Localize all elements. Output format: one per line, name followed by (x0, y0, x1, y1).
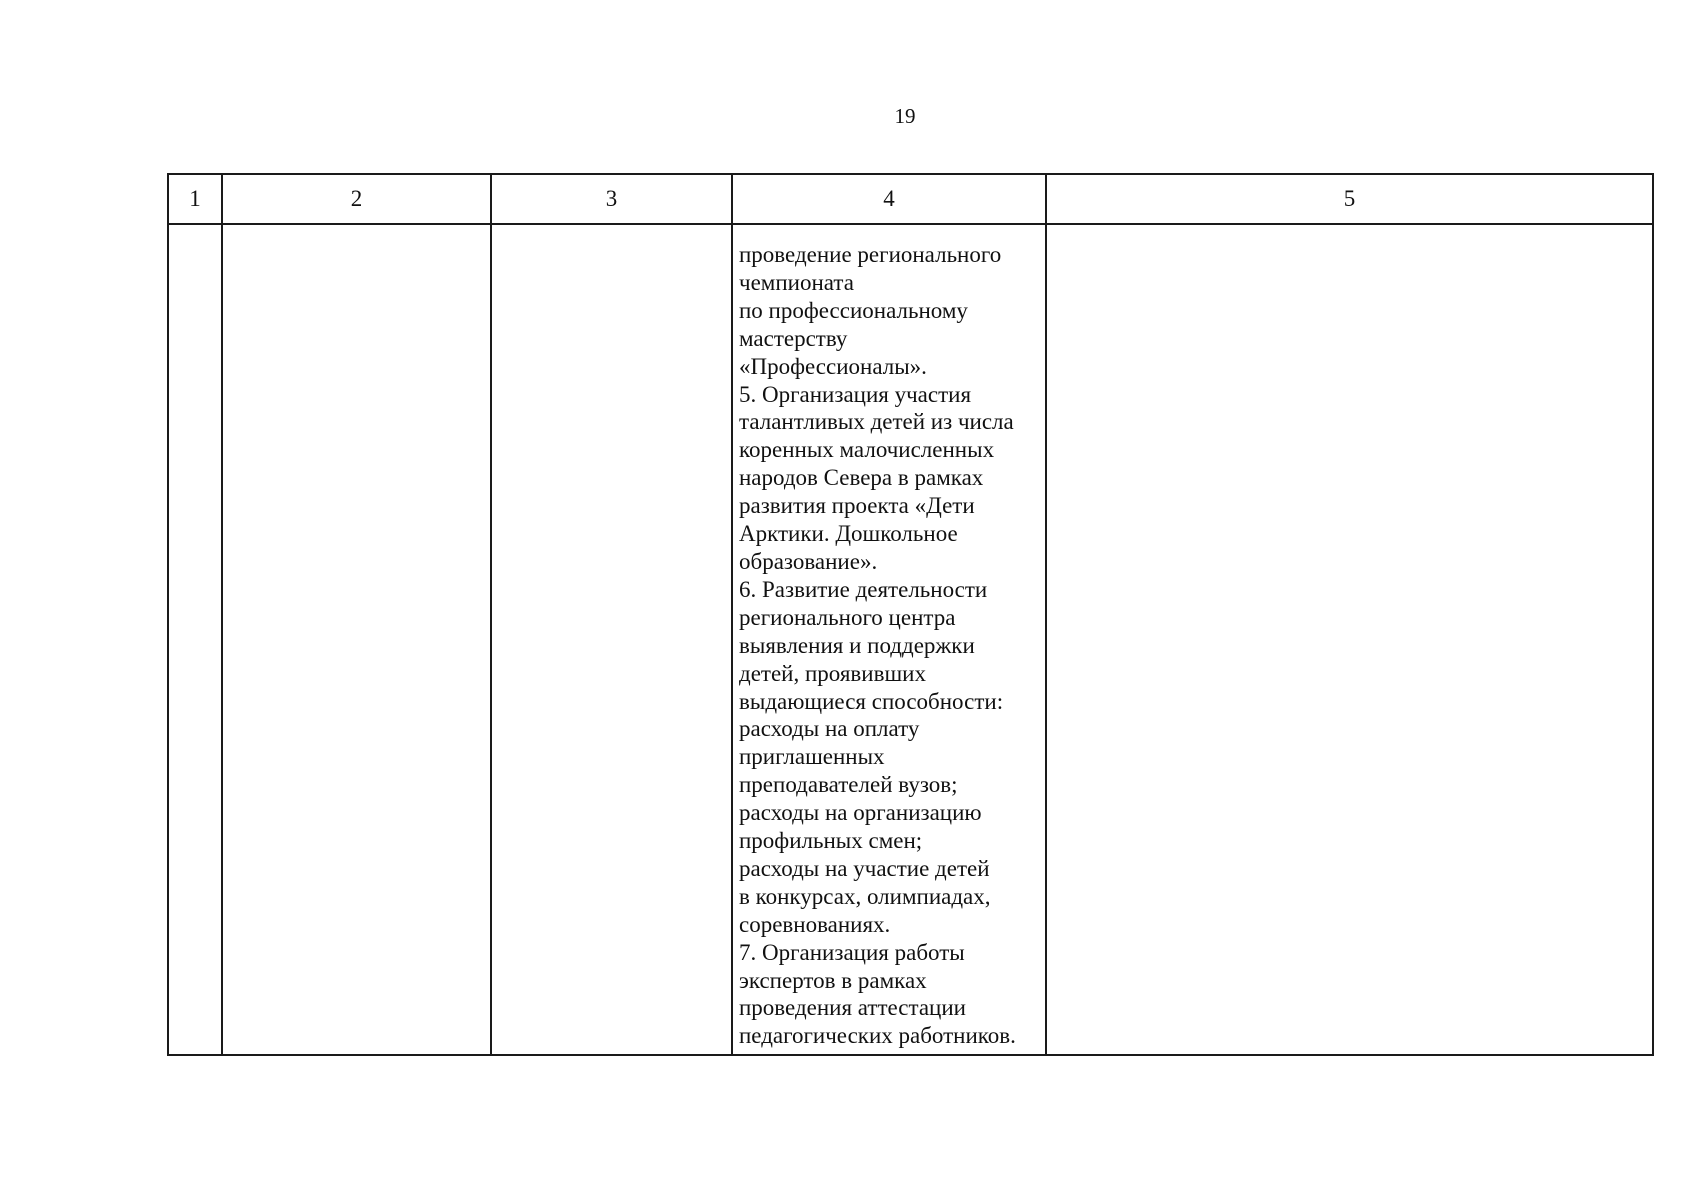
cell-line: профильных смен; (739, 828, 923, 854)
cell-col-5 (1046, 224, 1653, 1055)
cell-col-4-text (733, 225, 1045, 1050)
cell-line: развития проекта «Дети (739, 493, 975, 519)
cell-line: расходы на участие детей (739, 855, 990, 881)
cell-line: выявления и поддержки (739, 632, 975, 658)
cell-line: чемпионата (739, 269, 854, 295)
cell-line: образование». (739, 548, 878, 574)
cell-line: педагогических работников. (739, 1023, 1016, 1049)
cell-line: приглашенных (739, 744, 885, 770)
cell-line: 5. Организация участия (739, 381, 972, 407)
table-row (168, 224, 1653, 1055)
cell-line: проведения аттестации (739, 995, 966, 1021)
column-header-3: 3 (491, 174, 732, 224)
document-table (167, 173, 1654, 1056)
column-header-1: 1 (168, 174, 222, 224)
cell-col-3 (491, 224, 732, 1055)
cell-line: Арктики. Дошкольное (739, 521, 958, 547)
cell-line: в конкурсах, олимпиадах, (739, 883, 991, 909)
cell-line: 6. Развитие деятельности (739, 576, 988, 602)
table-header-row (168, 174, 1653, 224)
cell-col-4 (732, 224, 1046, 1055)
cell-line: «Профессионалы». (739, 353, 927, 379)
cell-line: регионального центра (739, 604, 956, 630)
cell-col-2 (222, 224, 491, 1055)
cell-line: мастерству (739, 325, 848, 351)
cell-line: талантливых детей из числа (739, 409, 1014, 435)
cell-line: народов Севера в рамках (739, 465, 984, 491)
page-number: 19 (894, 104, 916, 128)
cell-line: по профессиональному (739, 297, 968, 323)
cell-line: расходы на оплату (739, 716, 920, 742)
cell-line: выдающиеся способности: (739, 688, 1004, 714)
cell-col-1 (168, 224, 222, 1055)
cell-line: проведение регионального (739, 242, 1002, 267)
column-header-4: 4 (732, 174, 1046, 224)
cell-line: расходы на организацию (739, 800, 982, 826)
cell-line: экспертов в рамках (739, 967, 927, 993)
column-header-2: 2 (222, 174, 491, 224)
cell-line: коренных малочисленных (739, 437, 995, 463)
cell-line: детей, проявивших (739, 660, 926, 686)
cell-line: преподавателей вузов; (739, 772, 958, 798)
cell-line: 7. Организация работы (739, 939, 965, 965)
column-header-5: 5 (1046, 174, 1653, 224)
cell-line: соревнованиях. (739, 911, 891, 937)
